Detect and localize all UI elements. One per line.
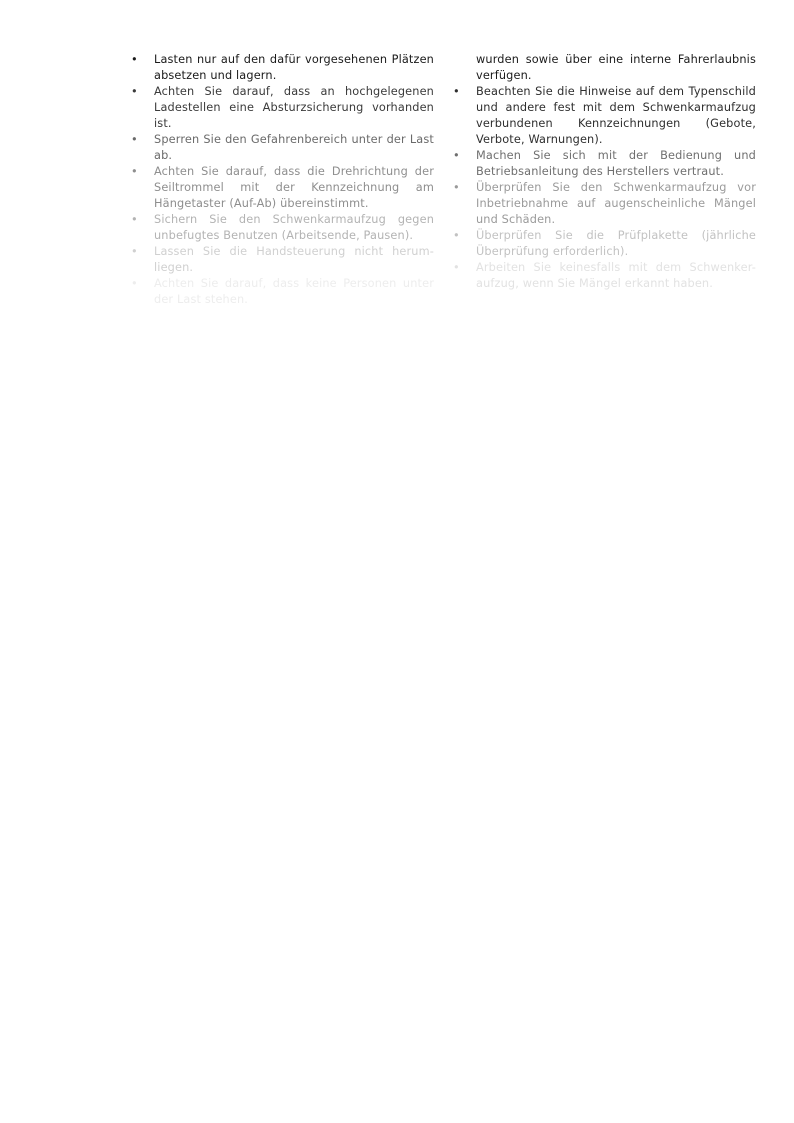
bullet-icon: • xyxy=(131,213,138,226)
list-item-text: Sperren Sie den Gefahrenbereich unter der Last ab. xyxy=(154,133,434,162)
list-item-text: Lasten nur auf den dafür vorgesehenen Plätzen absetzen und lagern. xyxy=(154,53,434,82)
bullet-icon: • xyxy=(131,277,138,290)
list-item xyxy=(453,180,756,228)
right-column xyxy=(453,52,756,290)
bullet-icon: • xyxy=(453,181,460,194)
list-item xyxy=(453,148,756,180)
list-item xyxy=(131,52,434,84)
continued-text: wurden sowie über eine interne Fahrerlaubnis verfügen. xyxy=(476,53,756,82)
bullet-icon: • xyxy=(453,261,460,274)
list-item-text: Machen Sie sich mit der Bedienung und Betriebsanleitung des Herstellers vertraut. xyxy=(476,149,756,178)
list-item xyxy=(453,84,756,148)
list-item xyxy=(131,244,434,276)
list-item xyxy=(131,212,434,244)
list-item-text: Achten Sie darauf, dass die Drehrichtung der Seiltrommel mit der Kennzeichnung am Hängetaster (Auf-Ab) übereinstimmt. xyxy=(154,165,434,210)
bullet-icon: • xyxy=(453,85,460,98)
list-item-text: Überprüfen Sie die Prüfplakette (jährliche Überprüfung erforderlich). xyxy=(476,229,756,258)
list-item-text: Sichern Sie den Schwenkarmaufzug gegen unbefugtes Benutzen (Arbeitsende, Pausen). xyxy=(154,213,434,242)
continued-paragraph xyxy=(453,52,756,84)
list-item xyxy=(453,260,756,290)
bullet-icon: • xyxy=(453,229,460,242)
bullet-icon: • xyxy=(131,53,138,66)
list-item xyxy=(131,84,434,132)
bullet-icon: • xyxy=(131,245,138,258)
bullet-icon: • xyxy=(453,149,460,162)
list-item-text: Beachten Sie die Hinweise auf dem Typenschild und andere fest mit dem Schwenkarmaufzug verbundenen Kennzeichnungen (Gebote, Verbote, Warnungen). xyxy=(476,85,756,146)
bullet-icon: • xyxy=(131,133,138,146)
bullet-icon: • xyxy=(131,165,138,178)
list-item-text: Achten Sie darauf, dass an hochgelegenen Ladestellen eine Absturzsicherung vorhanden ist. xyxy=(154,85,434,130)
list-item xyxy=(131,276,434,306)
list-item-text: Achten Sie darauf, dass keine Personen unter der Last stehen. xyxy=(154,277,434,306)
list-item-text: Überprüfen Sie den Schwenkarmaufzug vor Inbetriebnahme auf augenscheinliche Mängel und Schäden. xyxy=(476,181,756,226)
bullet-icon: • xyxy=(131,85,138,98)
list-item xyxy=(131,164,434,212)
list-item xyxy=(453,228,756,260)
left-column xyxy=(131,52,434,306)
list-item-text: Lassen Sie die Handsteuerung nicht herum-liegen. xyxy=(154,245,434,274)
list-item xyxy=(131,132,434,164)
list-item-text: Arbeiten Sie keinesfalls mit dem Schwenker-aufzug, wenn Sie Mängel erkannt haben. xyxy=(476,261,756,290)
